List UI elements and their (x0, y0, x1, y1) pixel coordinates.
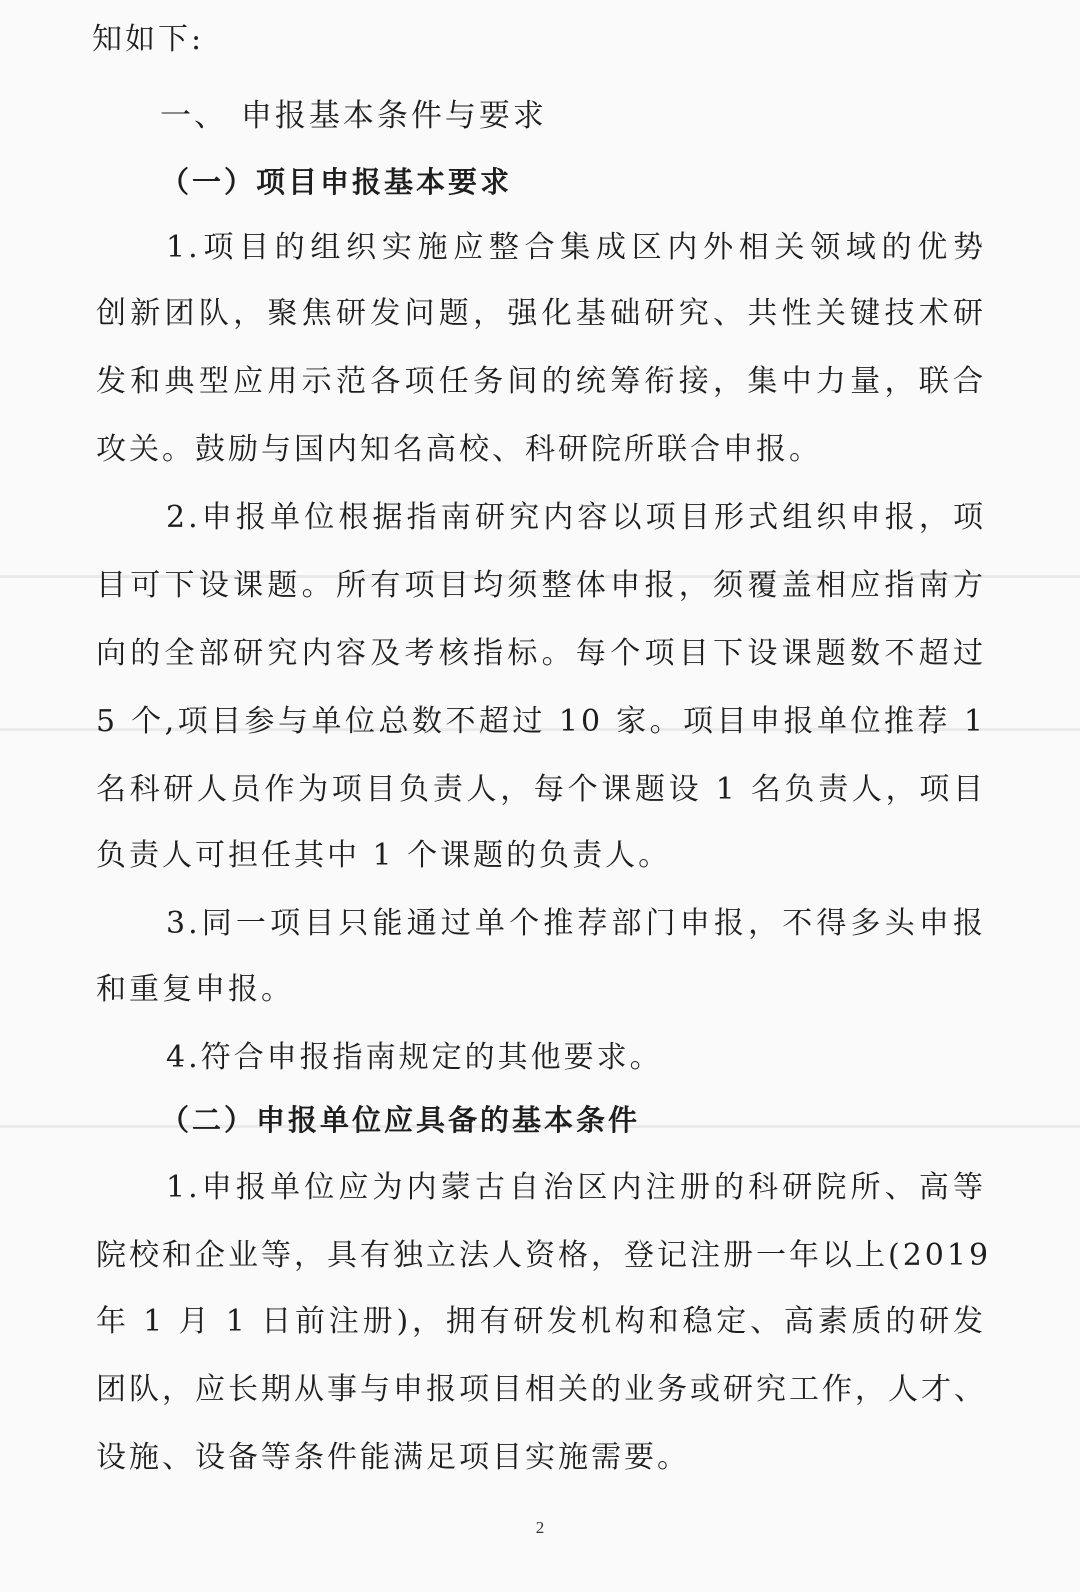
paragraph-line: 创新团队，聚焦研发问题，强化基础研究、共性关键技术研 (96, 296, 986, 331)
subsection-heading-2: （二）申报单位应具备的基本条件 (160, 1103, 641, 1137)
subsection-heading-1: （一）项目申报基本要求 (160, 165, 513, 199)
paragraph-line: 团队，应长期从事与申报项目相关的业务或研究工作，人才、 (96, 1372, 987, 1407)
paragraph-line: 院校和企业等，具有独立法人资格，登记注册一年以上(2019 (96, 1238, 992, 1273)
paragraph-line: 攻关。鼓励与国内知名高校、科研院所联合申报。 (96, 432, 822, 467)
paragraph-line: 2.申报单位根据指南研究内容以项目形式组织申报，项 (166, 500, 986, 535)
paragraph-line: 3.同一项目只能通过单个推荐部门申报，不得多头申报 (166, 906, 986, 941)
paragraph-line: 年 1 月 1 日前注册)，拥有研发机构和稳定、高素质的研发 (96, 1304, 986, 1339)
paragraph-line: 负责人可担任其中 1 个课题的负责人。 (96, 838, 672, 873)
paragraph-line: 和重复申报。 (96, 972, 294, 1007)
paragraph-line: 1.申报单位应为内蒙古自治区内注册的科研院所、高等 (166, 1170, 986, 1205)
paragraph-line: 目可下设课题。所有项目均须整体申报，须覆盖相应指南方 (96, 568, 986, 603)
paragraph-line: 1.项目的组织实施应整合集成区内外相关领域的优势 (166, 230, 986, 265)
paragraph-line: 名科研人员作为项目负责人，每个课题设 1 名负责人，项目 (96, 772, 986, 807)
paragraph-line: 向的全部研究内容及考核指标。每个项目下设课题数不超过 (96, 636, 986, 671)
paragraph-line: 发和典型应用示范各项任务间的统筹衔接，集中力量，联合 (96, 364, 986, 399)
paragraph-line: 设施、设备等条件能满足项目实施需要。 (96, 1440, 690, 1475)
intro-text: 知如下: (92, 22, 205, 57)
paragraph-line: 5 个,项目参与单位总数不超过 10 家。项目申报单位推荐 1 (96, 704, 986, 739)
page-number: 2 (535, 1518, 545, 1537)
paragraph-line: 4.符合申报指南规定的其他要求。 (166, 1040, 663, 1075)
section-heading-1: 一、 申报基本条件与要求 (160, 98, 547, 134)
